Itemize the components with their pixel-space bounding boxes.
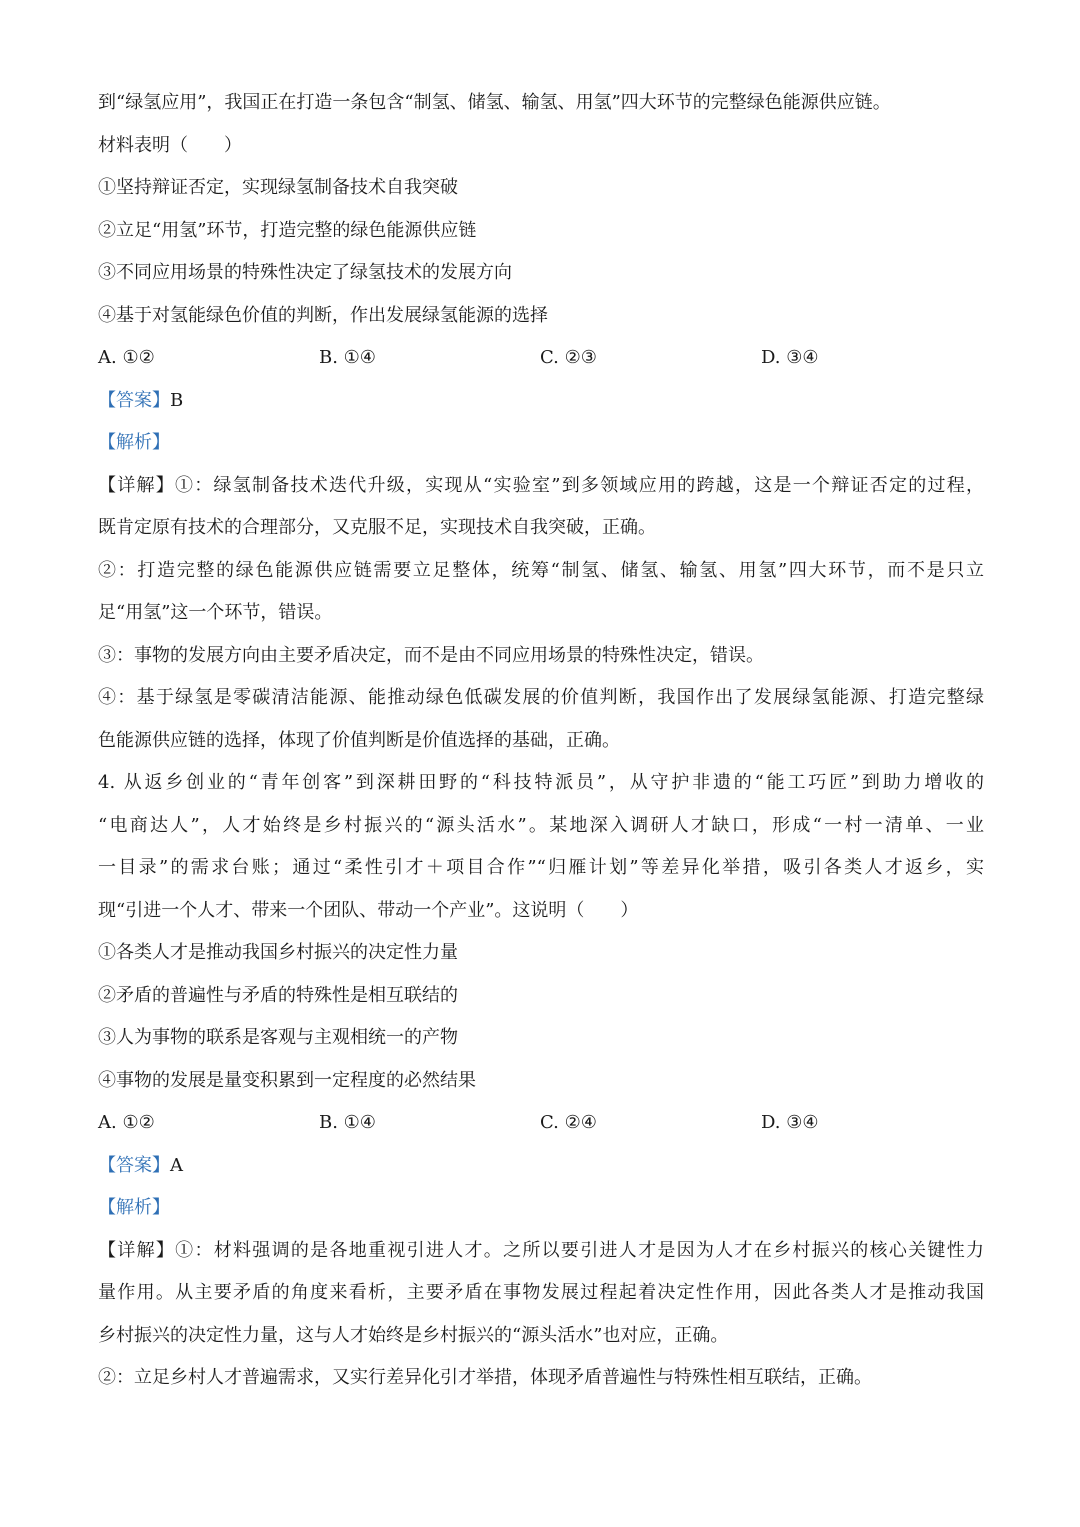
q3-detail-tag: 【详解】 <box>98 474 176 496</box>
q3-statement-2: ②立足“用氢”环节，打造完整的绿色能源供应链 <box>98 219 477 241</box>
q4-answer-tag: 【答案】 <box>98 1154 170 1176</box>
q4-statement-4: ④事物的发展是量变积累到一定程度的必然结果 <box>98 1069 476 1091</box>
q4-analysis-tag: 【解析】 <box>98 1197 170 1218</box>
q3-option-a: A. ①② <box>98 347 155 368</box>
q3-answer-tag: 【答案】 <box>98 389 170 411</box>
q3-detail-line-3: ②：打造完整的绿色能源供应链需要立足整体，统筹“制氢、储氢、输氢、用氢”四大环节，而不是只立 <box>98 559 984 581</box>
q3-analysis <box>98 422 984 465</box>
q4-options <box>98 1102 984 1145</box>
q3-detail-line-5: ③：事物的发展方向由主要矛盾决定，而不是由不同应用场景的特殊性决定，错误。 <box>98 644 764 666</box>
q3-option-d: D. ③④ <box>761 347 819 368</box>
q4-option-d: D. ③④ <box>761 1112 819 1133</box>
q4-stem-line-1: 4. 从返乡创业的“青年创客”到深耕田野的“科技特派员”，从守护非遗的“能工巧匠”到助力增收的 <box>98 772 984 793</box>
q3-statement-3: ③不同应用场景的特殊性决定了绿氢技术的发展方向 <box>98 262 512 283</box>
q4-detail-line-3: 乡村振兴的决定性力量，这与人才始终是乡村振兴的“源头活水”也对应，正确。 <box>98 1324 729 1346</box>
q4-stem-line-4: 现“引进一个人才、带来一个团队、带动一个产业”。这说明（ ） <box>98 899 639 921</box>
q3-detail-text-1: ①：绿氢制备技术迭代升级，实现从“实验室”到多领域应用的跨越，这是一个辩证否定的过程， <box>175 474 984 496</box>
q4-stem-line-2: “电商达人”，人才始终是乡村振兴的“源头活水”。某地深入调研人才缺口，形成“一村一清单、一业 <box>98 814 984 836</box>
q3-detail-line-2: 既肯定原有技术的合理部分，又克服不足，实现技术自我突破，正确。 <box>98 517 656 538</box>
q3-detail-line-6: ④：基于绿氢是零碳清洁能源、能推动绿色低碳发展的价值判断，我国作出了发展绿氢能源、打造完整绿 <box>98 687 984 708</box>
q4-detail-tag: 【详解】 <box>98 1239 176 1261</box>
q3-option-c: C. ②③ <box>540 347 597 368</box>
q3-answer-value: B <box>170 389 184 411</box>
q4-detail-line-2: 量作用。从主要矛盾的角度来看析，主要矛盾在事物发展过程起着决定性作用，因此各类人才是推动我国 <box>98 1282 984 1303</box>
q4-option-b: B. ①④ <box>319 1112 376 1133</box>
q3-analysis-tag: 【解析】 <box>98 432 170 453</box>
q4-statement-3: ③人为事物的联系是客观与主观相统一的产物 <box>98 1027 458 1048</box>
q3-statement-4: ④基于对氢能绿色价值的判断，作出发展绿氢能源的选择 <box>98 304 548 326</box>
q3-detail-line-7: 色能源供应链的选择，体现了价值判断是价值选择的基础，正确。 <box>98 729 620 751</box>
q4-detail-text-1: ①：材料强调的是各地重视引进人才。之所以要引进人才是因为人才在乡村振兴的核心关键性力 <box>175 1239 984 1261</box>
q4-statement-1: ①各类人才是推动我国乡村振兴的决定性力量 <box>98 942 458 963</box>
q4-option-c: C. ②④ <box>540 1112 597 1133</box>
q3-option-b: B. ①④ <box>319 347 376 368</box>
q3-detail-line-1 <box>98 465 984 508</box>
q4-option-a: A. ①② <box>98 1112 155 1133</box>
q4-stem-line-3: 一目录”的需求台账；通过“柔性引才＋项目合作”“归雁计划”等差异化举措，吸引各类人才返乡，实 <box>98 857 984 878</box>
q4-answer-value: A <box>170 1154 183 1176</box>
document-page <box>98 82 984 1400</box>
q3-prompt: 材料表明（ ） <box>98 134 242 156</box>
q3-statement-1: ①坚持辩证否定，实现绿氢制备技术自我突破 <box>98 177 458 198</box>
q4-detail-line-4: ②：立足乡村人才普遍需求，又实行差异化引才举措，体现矛盾普遍性与特殊性相互联结，正确。 <box>98 1367 872 1388</box>
q4-detail-line-1 <box>98 1230 984 1273</box>
q4-analysis <box>98 1187 984 1230</box>
q4-answer <box>98 1145 984 1188</box>
q3-detail-line-4: 足“用氢”这一个环节，错误。 <box>98 602 333 623</box>
q4-statement-2: ②矛盾的普遍性与矛盾的特殊性是相互联结的 <box>98 984 458 1006</box>
q3-stem-tail: 到“绿氢应用”，我国正在打造一条包含“制氢、储氢、输氢、用氢”四大环节的完整绿色能源供应链。 <box>98 92 891 113</box>
q3-options <box>98 337 984 380</box>
q3-answer <box>98 380 984 423</box>
